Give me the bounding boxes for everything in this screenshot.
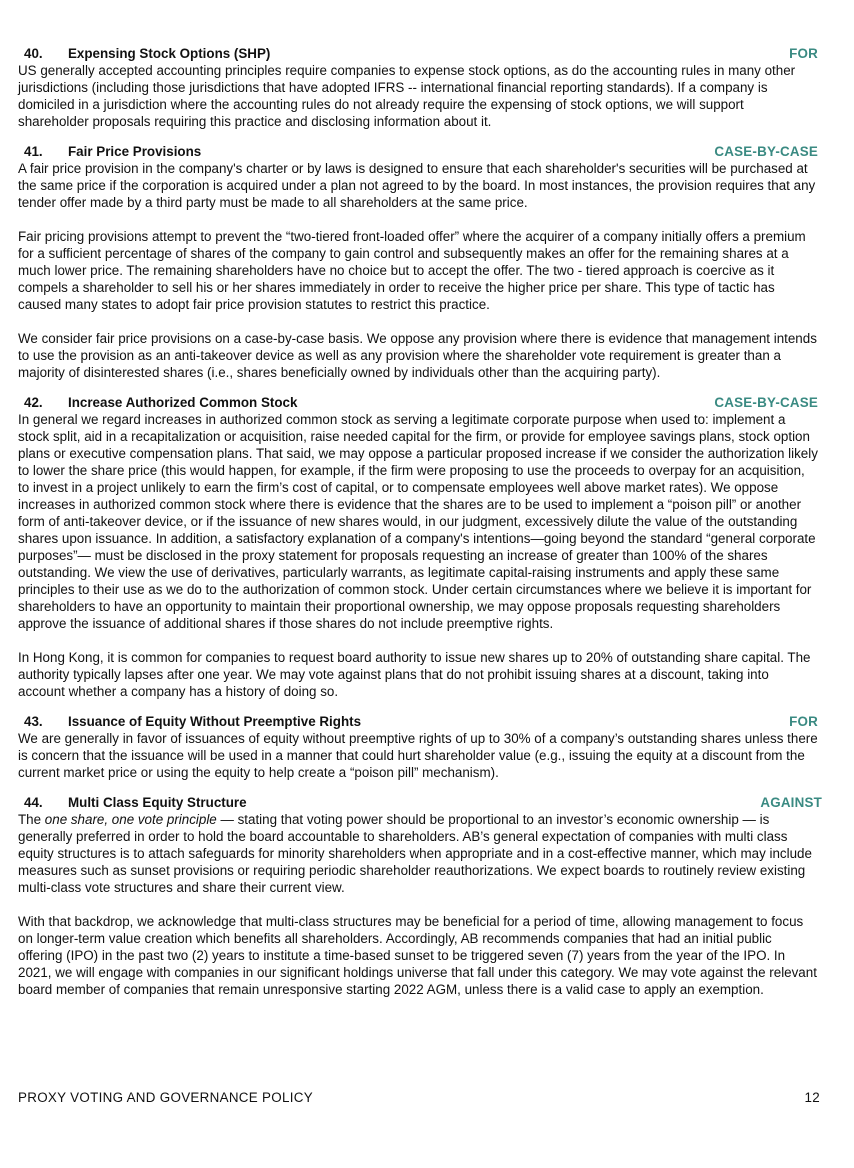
section-heading: [18, 45, 818, 62]
footer-title: PROXY VOTING AND GOVERNANCE POLICY: [18, 1090, 313, 1105]
section-heading: [18, 394, 818, 411]
paragraph: With that backdrop, we acknowledge that multi-class structures may be beneficial for a period of time, allowing management to focus on longer-term value creation which benefits all shareholders. Accordingly, AB recommends companies that had an initial public offering (IPO) in the past two (2) years to institute a time-based sunset to be triggered seven (7) years from the year of the IPO. In 2021, we will engage with companies in our significant holdings universe that fall under this category. We may vote against the relevant board member of companies that remain unresponsive starting 2022 AGM, unless there is a valid case to apply an exemption.: [18, 914, 817, 997]
section-44: [18, 794, 822, 998]
heading-left: [18, 713, 361, 730]
recommendation-badge: CASE-BY-CASE: [714, 395, 818, 410]
heading-left: [18, 45, 270, 62]
section-41: [18, 143, 818, 381]
heading-left: [18, 143, 201, 160]
section-title: Expensing Stock Options (SHP): [68, 46, 271, 61]
paragraph: A fair price provision in the company's charter or by laws is designed to ensure that each shareholder's securities will be purchased at the same price if the corporation is acquired under a plan not agreed to by the board. In most instances, the provision requires that any tender offer made by a third party must be made to all shareholders at the same price.: [18, 161, 816, 210]
section-number: 43.: [24, 714, 43, 729]
italic-principle: one share, one vote principle: [44, 812, 217, 827]
section-title: Increase Authorized Common Stock: [68, 395, 298, 410]
section-number: 42.: [24, 395, 43, 410]
heading-left: [18, 794, 247, 811]
section-43: [18, 713, 818, 781]
heading-left: [18, 394, 297, 411]
section-title: Multi Class Equity Structure: [68, 795, 247, 810]
section-title: Issuance of Equity Without Preemptive Rights: [68, 714, 362, 729]
section-number: 44.: [24, 795, 43, 810]
page-number: 12: [804, 1090, 820, 1105]
document-body: [18, 45, 822, 998]
section-heading: [18, 143, 818, 160]
section-number: 41.: [24, 144, 43, 159]
recommendation-badge: AGAINST: [760, 795, 822, 810]
paragraph: In Hong Kong, it is common for companies to request board authority to issue new shares up to 20% of outstanding share capital. The authority typically lapses after one year. We may vote against plans that do not prohibit issuing shares at a discount, taking into account whether a company has a history of doing so.: [18, 650, 811, 699]
paragraph: [18, 811, 818, 896]
section-number: 40.: [24, 46, 43, 61]
section-42: [18, 394, 818, 700]
recommendation-badge: FOR: [789, 714, 818, 729]
page-footer: [18, 1089, 820, 1106]
lead-text: The: [18, 812, 45, 827]
paragraph: In general we regard increases in authorized common stock as serving a legitimate corporate purpose when used to: implement a stock split, aid in a recapitalization or acquisition, raise needed capital for the firm, or provide for employee savings plans, stock option plans or executive compensation plans. That said, we may oppose a particular proposed increase if we consider the authorization likely to lower the share price (this would happen, for example, if the firm were proposing to use the proceeds to overpay for an acquisition, to invest in a project unlikely to earn the firm’s cost of capital, or to compensate employees well above market rates). We oppose increases in authorized common stock where there is evidence that the shares are to be used to implement a “poison pill” or another form of anti-takeover device, or if the issuance of new shares would, in our judgment, excessively dilute the value of the outstanding shares upon issuance. In addition, a satisfactory explanation of a company's intentions—going beyond the standard “general corporate purposes”— must be disclosed in the proxy statement for proposals requesting an increase of greater than 100% of the shares outstanding. We view the use of derivatives, particularly warrants, as legitimate capital-raising instruments and apply these same principles to their use as we do to the authorization of common stock. Under certain circumstances where we believe it is important for shareholders to have an opportunity to maintain their proportional ownership, we may oppose proposals requesting shareholders approve the issuance of additional shares if those shares do not include preemptive rights.: [18, 412, 818, 631]
paragraph: US generally accepted accounting principles require companies to expense stock options, as do the accounting rules in many other jurisdictions (including those jurisdictions that have adopted IFRS -- international financial reporting standards). If a company is domiciled in a jurisdiction where the accounting rules do not already require the expensing of stock options, we will support shareholder proposals requiring this practice and disclosing information about it.: [18, 63, 796, 129]
recommendation-badge: FOR: [789, 46, 818, 61]
paragraph: We consider fair price provisions on a case-by-case basis. We oppose any provision where there is evidence that management intends to use the provision as an anti-takeover device as well as any provision where the shareholder vote requirement is greater than a majority of disinterested shares (i.e., shares beneficially owned by individuals other than the acquiring party).: [18, 331, 817, 380]
section-40: [18, 45, 818, 130]
section-heading: [18, 794, 822, 811]
lead-rest: — stating that voting power should be proportional to an investor’s economic ownership — is generally preferred in order to hold the board accountable to shareholders. AB’s general expectation of companies with multi class equity structures is to attach safeguards for minority shareholders when appropriate and in a cost-effective manner, which may include measures such as sunset provisions or requiring periodic shareholder reauthorizations. We expect boards to routinely review existing multi-class vote structures and share their current view.: [18, 812, 812, 895]
paragraph: Fair pricing provisions attempt to prevent the “two-tiered front-loaded offer” where the acquirer of a company initially offers a premium for a sufficient percentage of shares of the company to gain control and subsequently makes an offer for the remaining shares at a much lower price. The remaining shareholders have no choice but to accept the offer. The two - tiered approach is coercive as it compels a shareholder to sell his or her shares immediately in order to receive the higher price per share. This type of tactic has caused many states to adopt fair price provision statutes to restrict this practice.: [18, 229, 806, 312]
section-title: Fair Price Provisions: [68, 144, 202, 159]
recommendation-badge: CASE-BY-CASE: [714, 144, 818, 159]
section-heading: [18, 713, 818, 730]
paragraph: We are generally in favor of issuances of equity without preemptive rights of up to 30% of a company’s outstanding shares unless there is concern that the issuance will be used in a manner that could hurt shareholder value (e.g., issuing the equity at a discount from the current market price or using the equity to help create a “poison pill” mechanism).: [18, 731, 818, 780]
